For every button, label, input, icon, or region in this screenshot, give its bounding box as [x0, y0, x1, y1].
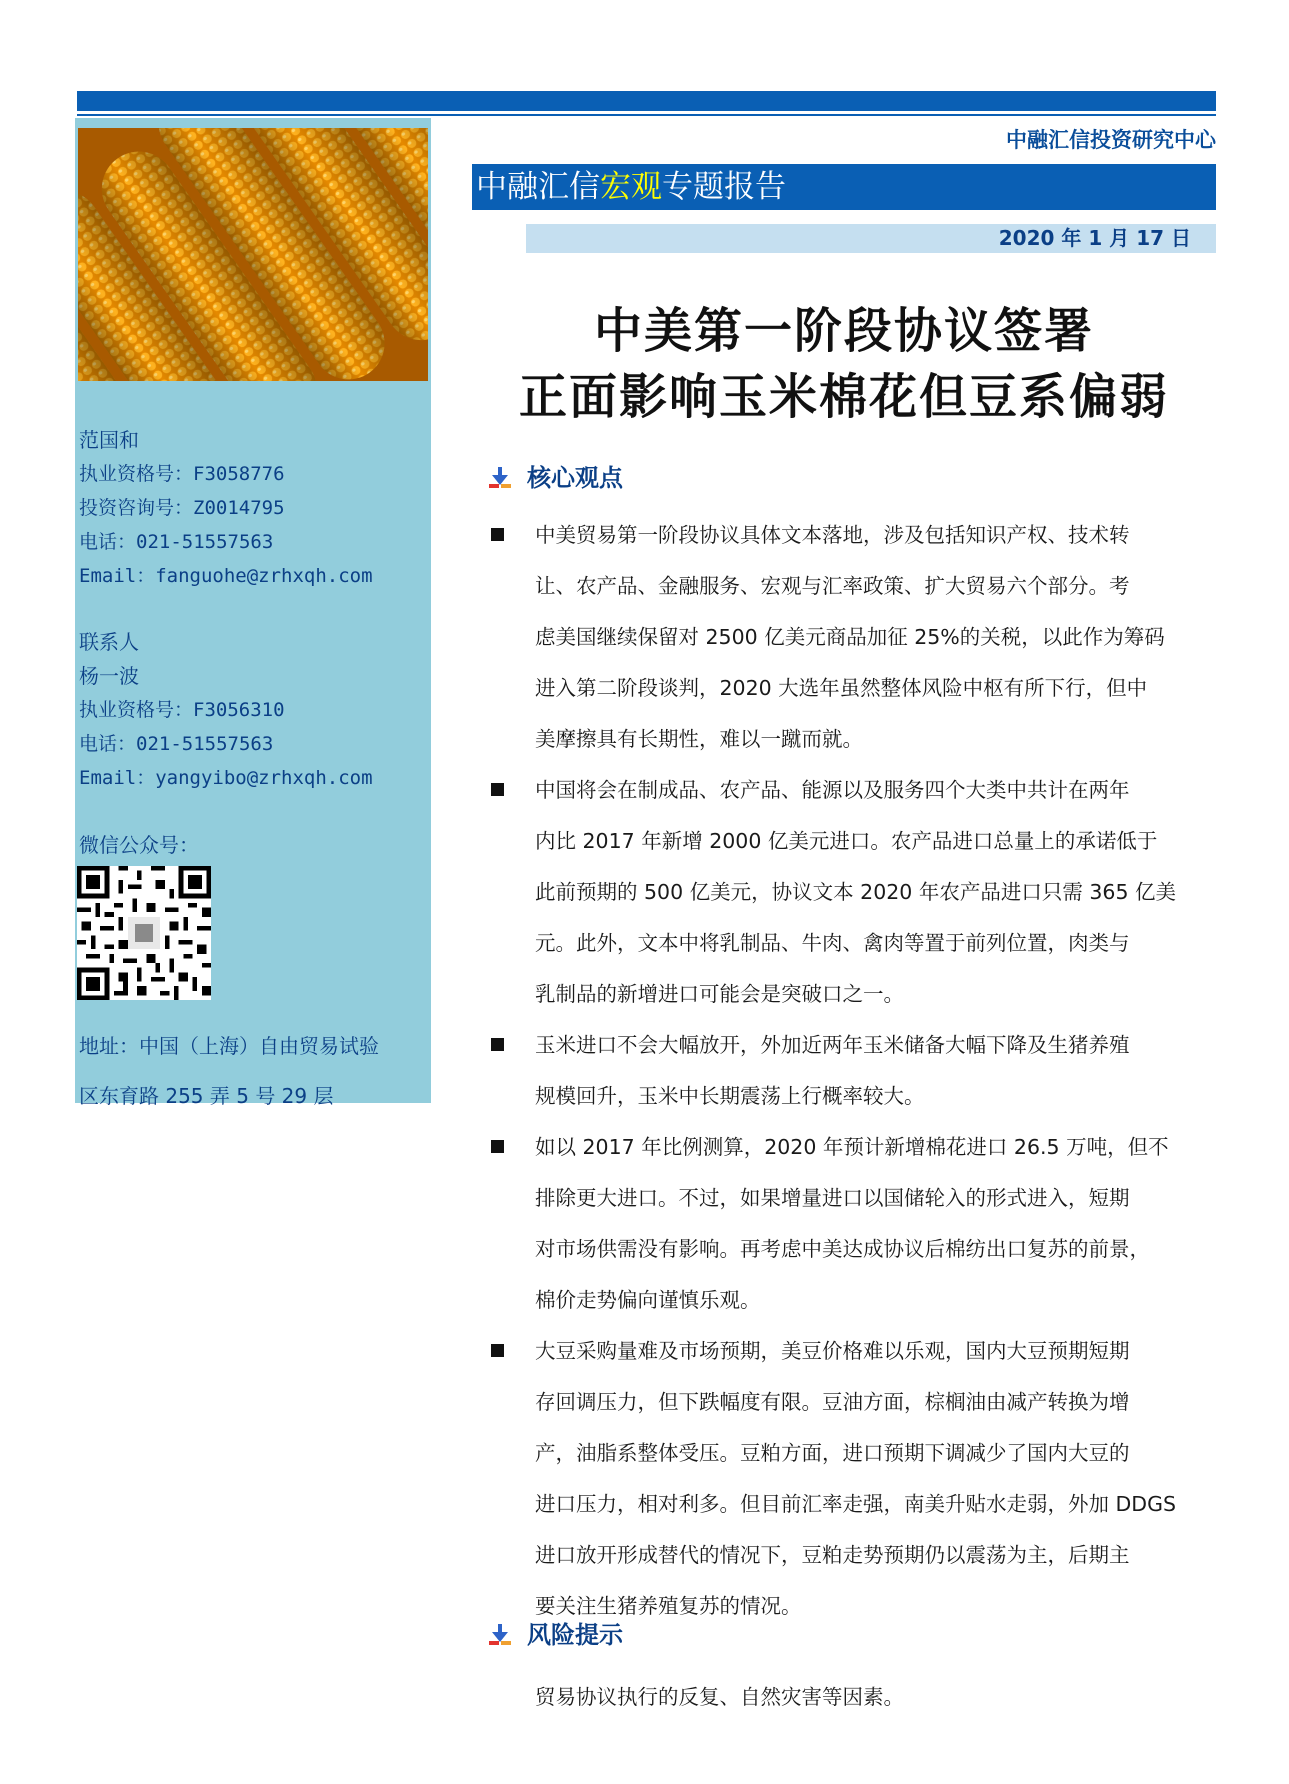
address-line-1: 地址：中国（上海）自由贸易试验 [79, 1034, 379, 1058]
analyst-consult-number: 投资咨询号：Z0014795 [79, 497, 285, 519]
core-view-item [487, 765, 1207, 1020]
wechat-label: 微信公众号： [79, 833, 199, 857]
core-view-line: 进口放开形成替代的情况下，豆粕走势预期仍以震荡为主，后期主 [535, 1543, 1130, 1567]
corn-photo [78, 128, 428, 381]
wechat-qr-code[interactable] [77, 866, 211, 1000]
contact-info [79, 625, 373, 795]
core-view-line: 玉米进口不会大幅放开，外加近两年玉米储备大幅下降及生猪养殖 [535, 1033, 1130, 1057]
analyst-phone: 电话：021-51557563 [79, 531, 274, 553]
core-views-heading [487, 460, 623, 494]
contact-email[interactable]: Email：yangyibo@zrhxqh.com [79, 767, 373, 789]
risk-text: 贸易协议执行的反复、自然灾害等因素。 [535, 1685, 904, 1709]
core-view-item [487, 1326, 1207, 1632]
core-view-line: 乳制品的新增进口可能会是突破口之一。 [535, 982, 904, 1006]
core-view-line: 此前预期的 500 亿美元，协议文本 2020 年农产品进口只需 365 亿美 [535, 880, 1177, 904]
analyst-info [79, 423, 373, 593]
core-view-line: 存回调压力，但下跌幅度有限。豆油方面，棕榈油由减产转换为增 [535, 1390, 1130, 1414]
risk-heading [487, 1617, 623, 1651]
analyst-license: 执业资格号：F3058776 [79, 463, 285, 485]
core-view-line: 如以 2017 年比例测算，2020 年预计新增棉花进口 26.5 万吨，但不 [535, 1135, 1169, 1159]
report-title-highlight: 宏观 [600, 169, 662, 205]
square-bullet-icon [491, 1140, 504, 1153]
top-divider-line [77, 114, 1216, 116]
arrow-bullet-icon [487, 465, 513, 491]
core-view-line: 规模回升，玉米中长期震荡上行概率较大。 [535, 1084, 925, 1108]
core-view-item [487, 1020, 1207, 1122]
report-title-suffix: 专题报告 [662, 169, 786, 205]
core-view-line: 对市场供需没有影响。再考虑中美达成协议后棉纺出口复苏的前景， [535, 1237, 1150, 1261]
core-view-line: 中国将会在制成品、农产品、能源以及服务四个大类中共计在两年 [535, 778, 1130, 802]
contact-name: 杨一波 [79, 664, 139, 688]
core-view-item [487, 1122, 1207, 1326]
core-view-item [487, 510, 1207, 765]
analyst-name: 范国和 [79, 428, 139, 452]
risk-label: 风险提示 [527, 1621, 623, 1649]
core-view-line: 产，油脂系整体受压。豆粕方面，进口预期下调减少了国内大豆的 [535, 1441, 1130, 1465]
main-title-line-1: 中美第一阶段协议签署 [593, 303, 1094, 359]
core-view-line: 美摩擦具有长期性，难以一蹴而就。 [535, 727, 863, 751]
square-bullet-icon [491, 528, 504, 541]
core-view-line: 让、农产品、金融服务、宏观与汇率政策、扩大贸易六个部分。考 [535, 574, 1130, 598]
contact-label: 联系人 [79, 630, 139, 654]
org-name: 中融汇信投资研究中心 [1006, 128, 1216, 152]
report-title-prefix: 中融汇信 [476, 169, 600, 205]
arrow-bullet-icon [487, 1622, 513, 1648]
core-views-list [487, 510, 1207, 1632]
analyst-email[interactable]: Email：fanguohe@zrhxqh.com [79, 565, 373, 587]
core-view-line: 要关注生猪养殖复苏的情况。 [535, 1594, 802, 1618]
report-date: 2020 年 1 月 17 日 [998, 226, 1191, 250]
top-blue-bar [77, 91, 1216, 111]
core-view-line: 大豆采购量难及市场预期，美豆价格难以乐观，国内大豆预期短期 [535, 1339, 1130, 1363]
core-view-line: 元。此外，文本中将乳制品、牛肉、禽肉等置于前列位置，肉类与 [535, 931, 1130, 955]
core-view-line: 中美贸易第一阶段协议具体文本落地，涉及包括知识产权、技术转 [535, 523, 1130, 547]
contact-license: 执业资格号：F3056310 [79, 699, 285, 721]
address [79, 1021, 379, 1121]
address-line-2: 区东育路 255 弄 5 号 29 层 [79, 1084, 334, 1108]
core-view-line: 虑美国继续保留对 2500 亿美元商品加征 25%的关税，以此作为筹码 [535, 625, 1165, 649]
core-view-line: 棉价走势偏向谨慎乐观。 [535, 1288, 761, 1312]
core-view-line: 进入第二阶段谈判，2020 大选年虽然整体风险中枢有所下行，但中 [535, 676, 1148, 700]
core-view-line: 进口压力，相对利多。但目前汇率走强，南美升贴水走弱，外加 DDGS [535, 1492, 1176, 1516]
report-type-banner [472, 164, 1216, 210]
main-title-line-2: 正面影响玉米棉花但豆系偏弱 [518, 369, 1169, 425]
core-view-line: 内比 2017 年新增 2000 亿美元进口。农产品进口总量上的承诺低于 [535, 829, 1158, 853]
square-bullet-icon [491, 1038, 504, 1051]
square-bullet-icon [491, 783, 504, 796]
core-views-label: 核心观点 [527, 464, 623, 492]
core-view-line: 排除更大进口。不过，如果增量进口以国储轮入的形式进入，短期 [535, 1186, 1130, 1210]
contact-phone: 电话：021-51557563 [79, 733, 274, 755]
square-bullet-icon [491, 1344, 504, 1357]
